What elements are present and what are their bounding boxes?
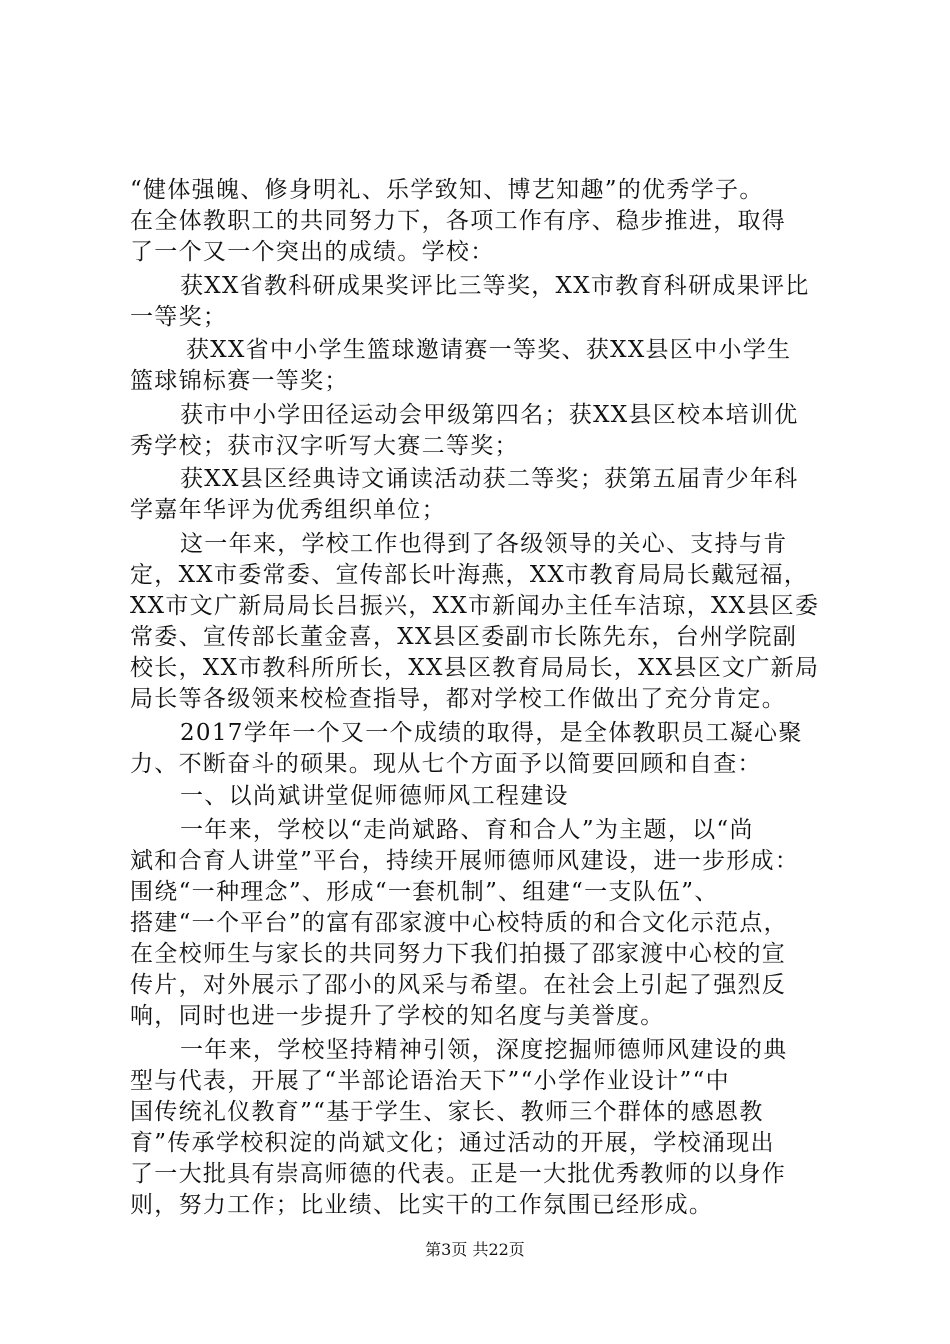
- text-line: 在全体教职工的共同努力下，各项工作有序、稳步推进，取得: [130, 208, 787, 234]
- section-heading: 一、以尚斌讲堂促师德师风工程建设: [180, 783, 569, 809]
- text-line: 一年来，学校以“走尚斌路、育和合人”为主题，以“尚: [180, 817, 754, 843]
- text-line: 获XX省中小学生篮球邀请赛一等奖、获XX县区中小学生: [186, 337, 792, 363]
- text-line: 力、不断奋斗的硕果。现从七个方面予以简要回顾和自查：: [130, 751, 762, 777]
- text-line: 围绕“一种理念”、形成“一套机制”、组建“一支队伍”、: [130, 879, 719, 905]
- text-line: 篮球锦标赛一等奖；: [130, 368, 349, 394]
- text-line: 2017学年一个又一个成绩的取得，是全体教职员工凝心聚: [180, 720, 803, 746]
- text-line: 获市中小学田径运动会甲级第四名；获XX县区校本培训优: [180, 402, 799, 428]
- text-line: 育”传承学校积淀的尚斌文化；通过活动的开展，学校涌现出: [130, 1130, 775, 1156]
- text-line: “健体强魄、修身明礼、乐学致知、博艺知趣”的优秀学子。: [130, 177, 764, 203]
- text-line: 校长，XX市教科所所长，XX县区教育局局长，XX县区文广新局: [130, 655, 820, 681]
- text-line: 局长等各级领来校检查指导，都对学校工作做出了充分肯定。: [130, 686, 787, 712]
- text-line: 这一年来，学校工作也得到了各级领导的关心、支持与肯: [180, 531, 788, 557]
- text-line: XX市文广新局局长吕振兴，XX市新闻办主任车洁琼，XX县区委: [130, 593, 820, 619]
- text-line: 常委、宣传部长董金喜，XX县区委副市长陈先东，台州学院副: [130, 624, 798, 650]
- text-line: 定，XX市委常委、宣传部长叶海燕，XX市教育局局长戴冠福，: [130, 562, 809, 588]
- text-line: 秀学校；获市汉字听写大赛二等奖；: [130, 433, 519, 459]
- text-line: 斌和合育人讲堂”平台，持续开展师德师风建设，进一步形成：: [130, 848, 800, 874]
- text-line: 国传统礼仪教育”“基于学生、家长、教师三个群体的感恩教: [130, 1099, 764, 1125]
- text-line: 了一个又一个突出的成绩。学校：: [130, 239, 495, 265]
- text-line: 学嘉年华评为优秀组织单位；: [130, 497, 446, 523]
- text-line: 了一大批具有崇高师德的代表。正是一大批优秀教师的以身作: [130, 1161, 787, 1187]
- text-line: 一等奖；: [130, 304, 228, 330]
- text-line: 响，同时也进一步提升了学校的知名度与美誉度。: [130, 1003, 665, 1029]
- text-line: 传片，对外展示了邵小的风采与希望。在社会上引起了强烈反: [130, 972, 787, 998]
- text-line: 则，努力工作；比业绩、比实干的工作氛围已经形成。: [130, 1192, 714, 1218]
- text-line: 获XX省教科研成果奖评比三等奖，XX市教育科研成果评比: [180, 273, 810, 299]
- text-line: 在全校师生与家长的共同努力下我们拍摄了邵家渡中心校的宣: [130, 941, 787, 967]
- text-line: 型与代表，开展了“半部论语治天下”“小学作业设计”“中: [130, 1068, 730, 1094]
- text-line: 一年来，学校坚持精神引领，深度挖掘师德师风建设的典: [180, 1037, 788, 1063]
- text-line: 获XX县区经典诗文诵读活动获二等奖；获第五届青少年科: [180, 466, 799, 492]
- page-footer: 第3页 共22页: [425, 1240, 525, 1259]
- text-line: 搭建“一个平台”的富有邵家渡中心校特质的和合文化示范点，: [130, 910, 788, 936]
